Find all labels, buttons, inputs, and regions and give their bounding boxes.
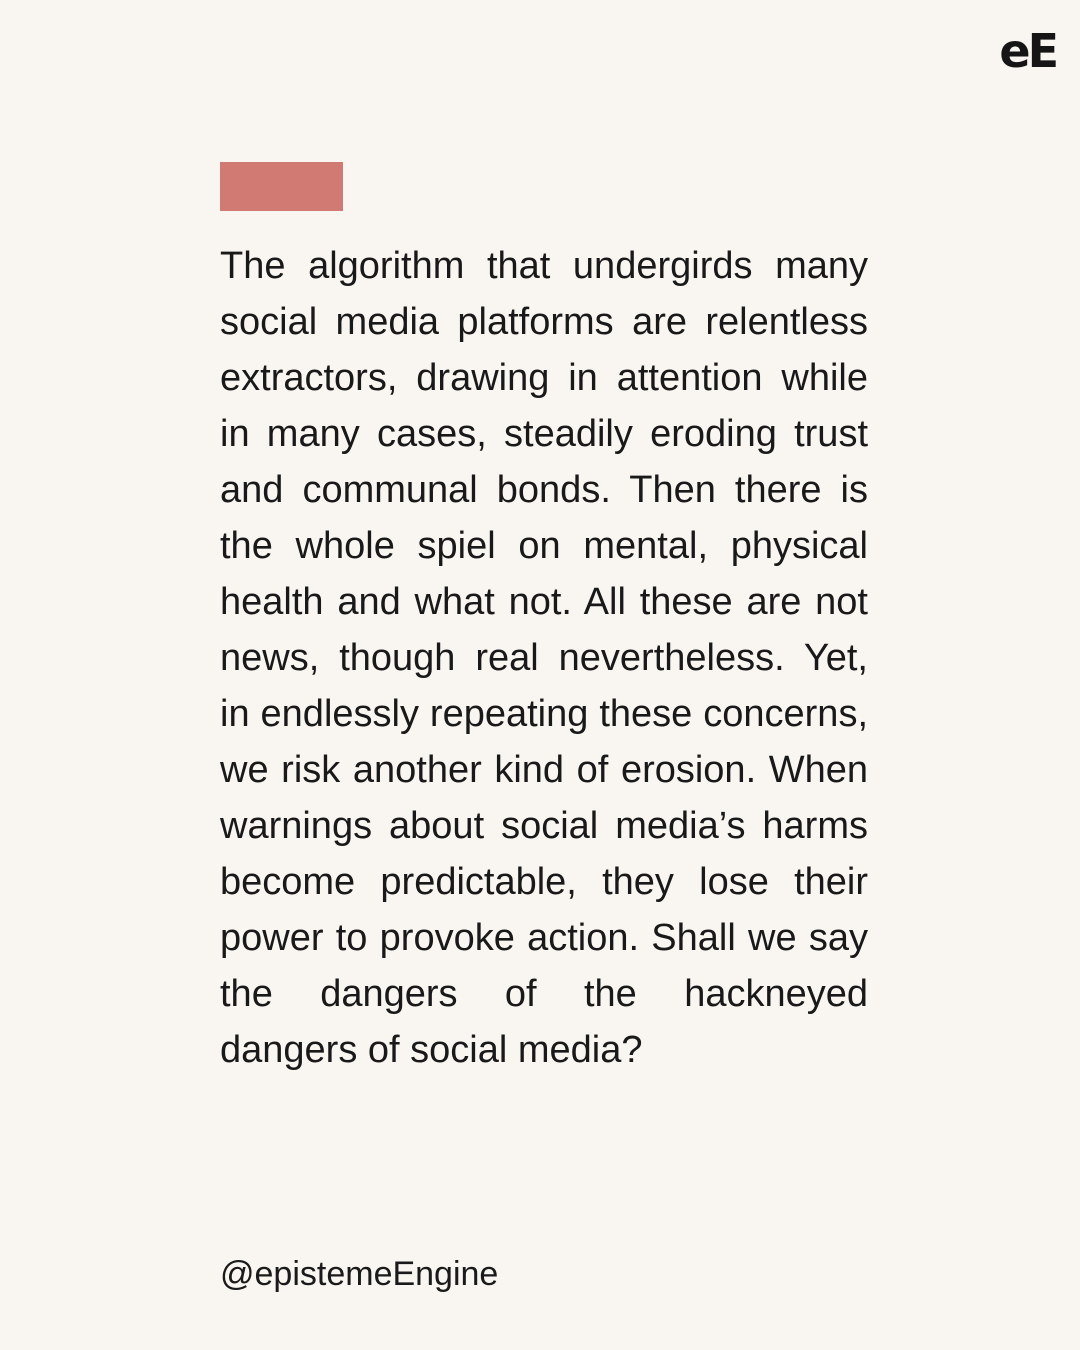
social-handle: @epistemeEngine	[220, 1255, 499, 1293]
accent-bar	[220, 162, 343, 211]
quote-body-text: The algorithm that undergirds many social media platforms are relentless extractors, drawing in attention while in many cases, steadily eroding trust and communal bonds. Then there is the whole spiel on mental, physical health and what not. All these are not news, though real nevertheless. Yet, in endlessly repeating these concerns, we risk another kind of erosion. When warnings about social media’s harms become predictable, they lose their power to provoke action. Shall we say the dangers of the hackneyed dangers of social media?	[220, 245, 868, 1071]
brand-logo: eE	[999, 24, 1056, 78]
